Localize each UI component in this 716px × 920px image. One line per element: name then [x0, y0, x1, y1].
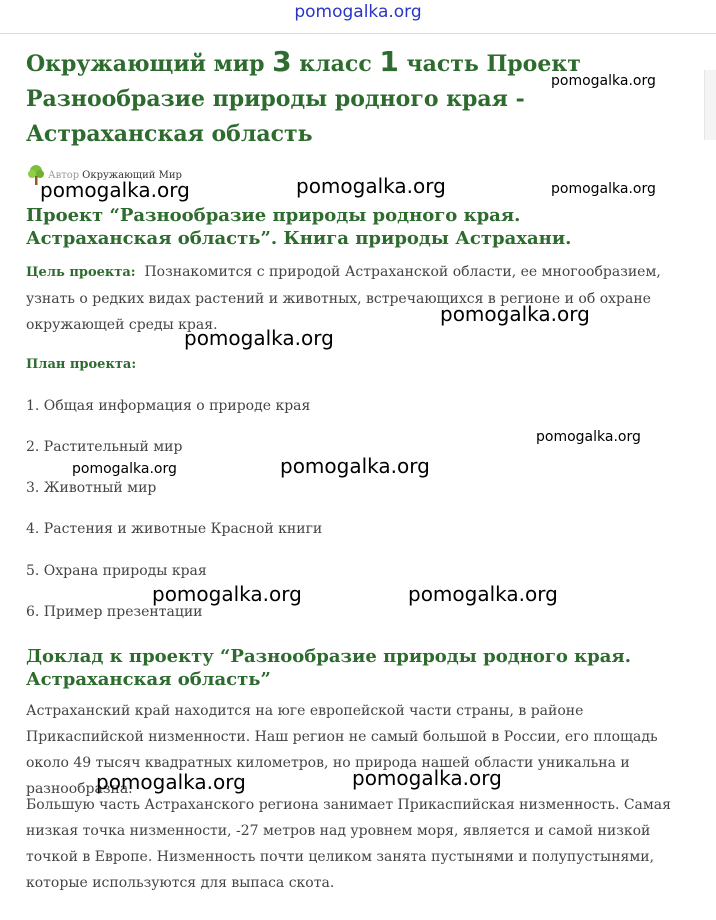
- author-prefix: Автор: [48, 169, 80, 181]
- watermark: pomogalka.org: [40, 178, 190, 202]
- watermark: pomogalka.org: [551, 73, 656, 89]
- plan-item: 5. Охрана природы края: [26, 563, 207, 579]
- goal-paragraph: [26, 259, 686, 338]
- article-header: [26, 44, 690, 152]
- goal-label: Цель проекта:: [26, 265, 136, 280]
- author-link[interactable]: Окружающий Мир: [82, 169, 182, 181]
- goal-text: Познакомится с природой Астраханской области, ее многообразием, узнать о редких видах растений и животных, встречающихся в регионе и об охране окружающей среды края.: [26, 264, 661, 333]
- watermark: pomogalka.org: [184, 326, 334, 350]
- watermark: pomogalka.org: [296, 174, 446, 198]
- watermark: pomogalka.org: [352, 766, 502, 790]
- report-paragraph-2: Большую часть Астраханского региона занимает Прикаспийская низменность. Самая низкая точка низменности, -27 метров над уровнем моря, является и самой низкой точкой в Европе. Низменность почти целиком занята пустынями и полупустынями, которые используются для выпаса скота.: [26, 797, 671, 891]
- plan-item: 6. Пример презентации: [26, 604, 203, 620]
- report-paragraph-1: Астраханский край находится на юге европейской части страны, в районе Прикаспийской низменности. Наш регион не самый большой в России, его площадь около 49 тысяч квадратных километров, но природа нашей области уникальна и разнообразна.: [26, 703, 658, 797]
- watermark: pomogalka.org: [152, 582, 302, 606]
- plan-item: 2. Растительный мир: [26, 439, 183, 455]
- top-bar: [0, 0, 716, 34]
- sidebar-edge: [704, 70, 716, 140]
- watermark: pomogalka.org: [536, 429, 641, 445]
- watermark: pomogalka.org: [96, 770, 246, 794]
- section-title-report: Доклад к проекту “Разнообразие природы родного края. Астраханская область”: [26, 646, 631, 690]
- site-logo-link[interactable]: pomogalka.org: [294, 2, 422, 22]
- watermark: pomogalka.org: [72, 461, 177, 477]
- plan-heading: План проекта:: [26, 357, 137, 372]
- watermark: pomogalka.org: [408, 582, 558, 606]
- page-title: Окружающий мир 3 класс 1 часть Проект Разнообразие природы родного края - Астраханская область: [26, 45, 581, 147]
- plan-item: 4. Растения и животные Красной книги: [26, 521, 323, 537]
- watermark: pomogalka.org: [551, 181, 656, 197]
- plan-item: 3. Животный мир: [26, 480, 157, 496]
- plan-item: 1. Общая информация о природе края: [26, 398, 311, 414]
- watermark: pomogalka.org: [440, 302, 590, 326]
- watermark: pomogalka.org: [280, 454, 430, 478]
- section-title-project: Проект “Разнообразие природы родного края. Астраханская область”. Книга природы Астрахани.: [26, 205, 572, 249]
